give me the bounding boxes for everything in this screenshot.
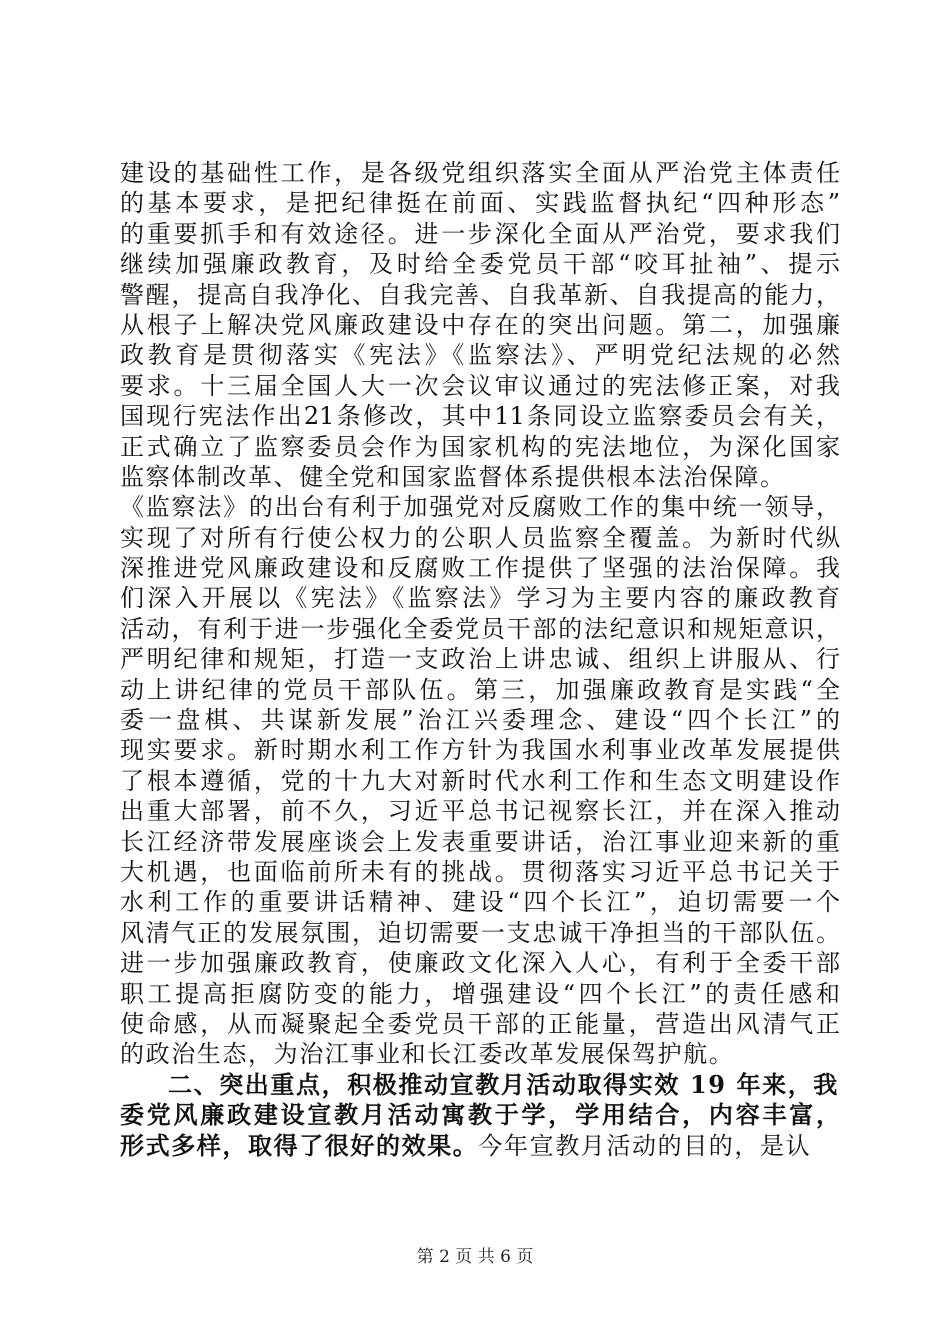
text-line: 出重大部署，前不久，习近平总书记视察长江，并在深入推动 <box>120 797 840 826</box>
text-line: 要求。十三届全国人大一次会议审议通过的宪法修正案，对我 <box>120 371 840 400</box>
text-line: 的基本要求，是把纪律挺在前面、实践监督执纪“四种形态” <box>120 189 840 218</box>
paragraph-text: 今年宣教月活动的目的，是认 <box>478 1131 812 1160</box>
text-line: 动上讲纪律的党员干部队伍。第三，加强廉政教育是实践“全 <box>120 675 840 704</box>
text-line: 严明纪律和规矩，打造一支政治上讲忠诚、组织上讲服从、行 <box>120 645 840 674</box>
section-heading-line <box>120 1070 840 1100</box>
text-line: 正式确立了监察委员会作为国家机构的宪法地位，为深化国家 <box>120 432 840 461</box>
text-line: 的重要抓手和有效途径。进一步深化全面从严治党，要求我们 <box>120 219 840 248</box>
text-line: 深推进党风廉政建设和反腐败工作提供了坚强的法治保障。我 <box>120 554 840 583</box>
section-heading-end: 形式多样，取得了很好的效果。 <box>120 1130 479 1160</box>
section-heading: 二、突出重点，积极推动宣教月活动取得实效 19 年来，我 <box>168 1069 839 1099</box>
text-line: 建设的基础性工作，是各级党组织落实全面从严治党主体责任 <box>120 159 840 187</box>
text-line: 《监察法》的出台有利于加强党对反腐败工作的集中统一领导， <box>120 493 840 522</box>
page-number-footer: 第 2 页 共 6 页 <box>416 1247 534 1267</box>
text-line: 实现了对所有行使公权力的公职人员监察全覆盖。为新时代纵 <box>120 523 840 552</box>
text-line: 警醒，提高自我净化、自我完善、自我革新、自我提高的能力， <box>120 280 840 309</box>
text-line: 使命感，从而凝聚起全委党员干部的正能量，营造出风清气正 <box>120 1009 840 1038</box>
text-line: 现实要求。新时期水利工作方针为我国水利事业改革发展提供 <box>120 736 840 765</box>
text-line <box>120 1131 840 1161</box>
text-line: 们深入开展以《宪法》《监察法》学习为主要内容的廉政教育 <box>120 584 840 613</box>
text-line: 了根本遵循，党的十九大对新时代水利工作和生态文明建设作 <box>120 766 840 795</box>
section-heading-line <box>120 1100 840 1130</box>
text-line: 的政治生态，为治江事业和长江委改革发展保驾护航。 <box>120 1040 735 1069</box>
text-line: 大机遇，也面临前所未有的挑战。贯彻落实习近平总书记关于 <box>120 857 840 886</box>
text-line: 委一盘棋、共谋新发展”治江兴委理念、建设“四个长江”的 <box>120 706 840 735</box>
text-line: 政教育是贯彻落实《宪法》《监察法》、严明党纪法规的必然 <box>120 341 840 370</box>
body-text <box>120 158 840 1161</box>
text-line: 水利工作的重要讲话精神、建设“四个长江”，迫切需要一个 <box>120 888 840 917</box>
section-heading-cont: 委党风廉政建设宣教月活动寓教于学，学用结合，内容丰富， <box>120 1100 840 1130</box>
text-line: 监察体制改革、健全党和国家监督体系提供根本法治保障。 <box>120 462 786 491</box>
text-line: 职工提高拒腐防变的能力，增强建设“四个长江”的责任感和 <box>120 979 840 1008</box>
text-line: 继续加强廉政教育，及时给全委党员干部“咬耳扯袖”、提示 <box>120 250 840 279</box>
text-line: 从根子上解决党风廉政建设中存在的突出问题。第二，加强廉 <box>120 310 840 339</box>
text-line: 风清气正的发展氛围，迫切需要一支忠诚干净担当的干部队伍。 <box>120 918 840 947</box>
text-line: 活动，有利于进一步强化全委党员干部的法纪意识和规矩意识， <box>120 614 840 643</box>
text-line: 进一步加强廉政教育，使廉政文化深入人心，有利于全委干部 <box>120 949 840 978</box>
text-line: 长江经济带发展座谈会上发表重要讲话，治江事业迎来新的重 <box>120 827 840 856</box>
text-line: 国现行宪法作出21条修改，其中11条同设立监察委员会有关， <box>120 402 840 431</box>
